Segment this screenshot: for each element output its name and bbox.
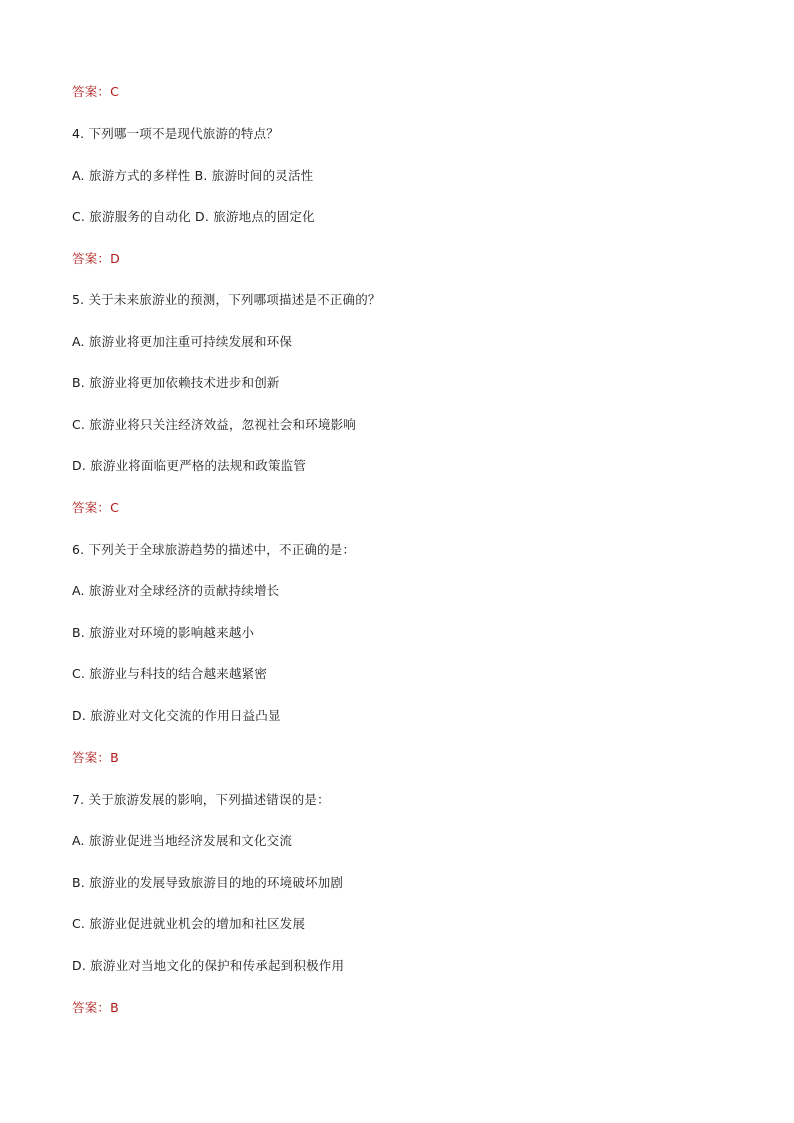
option-line: D. 旅游业将面临更严格的法规和政策监管 bbox=[72, 458, 307, 473]
answer-line: 答案：C bbox=[72, 500, 120, 515]
option-line: A. 旅游业对全球经济的贡献持续增长 bbox=[72, 583, 280, 598]
option-line: B. 旅游业将更加依赖技术进步和创新 bbox=[72, 375, 280, 390]
option-line: D. 旅游业对文化交流的作用日益凸显 bbox=[72, 708, 281, 723]
option-line: A. 旅游方式的多样性 B. 旅游时间的灵活性 bbox=[72, 168, 314, 183]
option-line: C. 旅游业将只关注经济效益，忽视社会和环境影响 bbox=[72, 417, 356, 432]
option-line: A. 旅游业促进当地经济发展和文化交流 bbox=[72, 833, 293, 848]
option-line: C. 旅游服务的自动化 D. 旅游地点的固定化 bbox=[72, 209, 315, 224]
answer-line: 答案：D bbox=[72, 251, 120, 266]
question-line: 4. 下列哪一项不是现代旅游的特点？ bbox=[72, 126, 280, 141]
option-line: C. 旅游业促进就业机会的增加和社区发展 bbox=[72, 916, 306, 931]
option-line: A. 旅游业将更加注重可持续发展和环保 bbox=[72, 334, 293, 349]
option-line: B. 旅游业的发展导致旅游目的地的环境破坏加剧 bbox=[72, 875, 344, 890]
option-line: B. 旅游业对环境的影响越来越小 bbox=[72, 625, 255, 640]
answer-line: 答案：B bbox=[72, 1000, 119, 1015]
question-line: 7. 关于旅游发展的影响，下列描述错误的是： bbox=[72, 792, 330, 807]
option-line: D. 旅游业对当地文化的保护和传承起到积极作用 bbox=[72, 958, 345, 973]
answer-line: 答案：B bbox=[72, 750, 119, 765]
question-line: 5. 关于未来旅游业的预测，下列哪项描述是不正确的？ bbox=[72, 292, 381, 307]
option-line: C. 旅游业与科技的结合越来越紧密 bbox=[72, 666, 268, 681]
question-line: 6. 下列关于全球旅游趋势的描述中，不正确的是： bbox=[72, 542, 356, 557]
answer-line: 答案：C bbox=[72, 84, 120, 99]
